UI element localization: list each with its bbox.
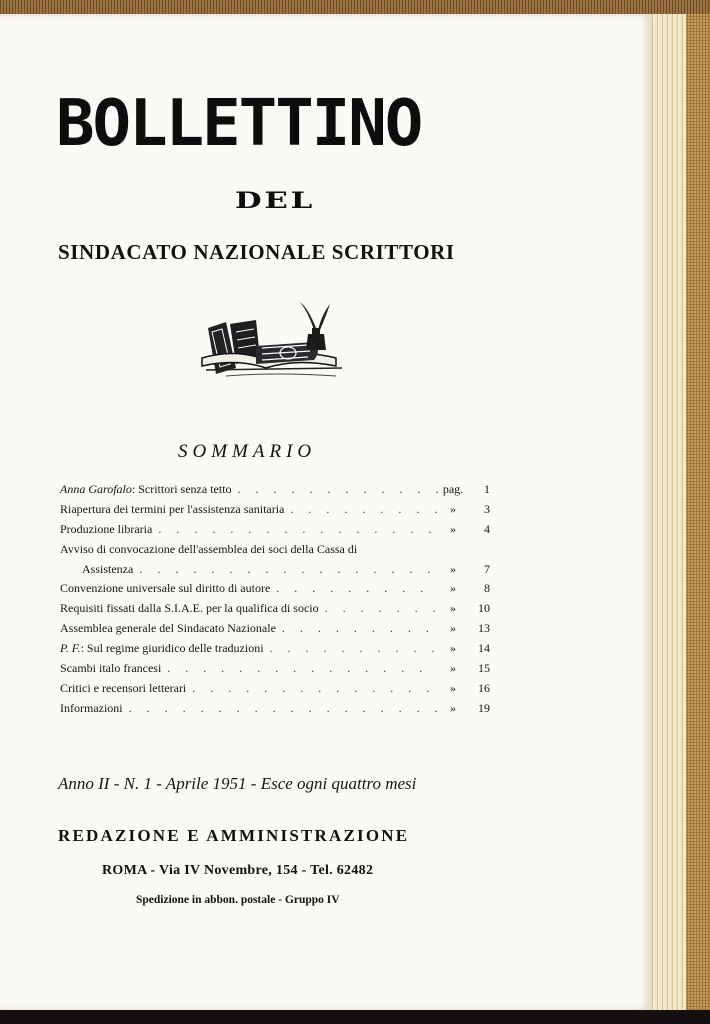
toc-entry-title: Critici e recensori letterari bbox=[60, 680, 187, 695]
toc-page-number: 15 bbox=[478, 661, 490, 676]
toc-leader-dots bbox=[264, 641, 438, 656]
toc-entry-text bbox=[60, 701, 123, 716]
title-page bbox=[0, 14, 652, 1010]
toc-entry-text bbox=[60, 482, 232, 497]
toc-entry-title: Riapertura dei termini per l'assistenza sanitaria bbox=[60, 501, 285, 516]
toc-leader-dots bbox=[133, 562, 438, 577]
toc-page-marker: » bbox=[450, 700, 456, 715]
toc-page-number: 4 bbox=[484, 521, 490, 536]
toc-page-marker: » bbox=[450, 521, 456, 536]
books-inkwell-quill-icon bbox=[196, 298, 346, 384]
toc-page-marker: » bbox=[450, 641, 456, 656]
toc-leader-dots bbox=[232, 482, 438, 497]
table-of-contents bbox=[60, 482, 490, 721]
toc-page-number: 1 bbox=[484, 482, 490, 496]
postal-note: Spedizione in abbon. postale - Gruppo IV bbox=[136, 894, 340, 906]
cover-bottom-edge bbox=[0, 1010, 710, 1024]
toc-page-marker: » bbox=[450, 581, 456, 596]
toc-entry bbox=[60, 502, 490, 522]
toc-page-number: 3 bbox=[484, 501, 490, 516]
toc-page-number: 16 bbox=[478, 680, 490, 695]
toc-leader-dots bbox=[284, 502, 438, 517]
toc-leader-dots bbox=[152, 522, 438, 537]
cover-top-edge bbox=[0, 0, 710, 14]
toc-entry-title: : Scrittori senza tetto bbox=[131, 482, 232, 496]
toc-entry bbox=[60, 482, 490, 502]
toc-leader-dots bbox=[276, 621, 438, 636]
toc-page-marker: » bbox=[450, 561, 456, 576]
toc-leader-dots bbox=[161, 661, 438, 676]
toc-leader-dots bbox=[270, 581, 438, 596]
publication-title: BOLLETTINO bbox=[56, 87, 422, 161]
toc-entry-title: Convenzione universale sul diritto di autore bbox=[60, 581, 271, 596]
toc-page-number: 19 bbox=[478, 700, 490, 715]
office-address: ROMA - Via IV Novembre, 154 - Tel. 62482 bbox=[102, 863, 374, 878]
toc-entry-title: Produzione libraria bbox=[60, 521, 153, 536]
toc-entry-author: Anna Garofalo bbox=[60, 482, 132, 496]
toc-entry bbox=[60, 701, 490, 721]
toc-leader-dots bbox=[186, 681, 438, 696]
toc-entry-text bbox=[60, 581, 270, 596]
toc-page-number: 7 bbox=[484, 561, 490, 576]
toc-entry-text bbox=[60, 562, 133, 577]
toc-leader-dots bbox=[319, 601, 438, 616]
toc-entry-text bbox=[60, 601, 319, 616]
publisher-name: SINDACATO NAZIONALE SCRITTORI bbox=[58, 240, 455, 264]
issue-line: Anno II - N. 1 - Aprile 1951 - Esce ogni quattro mesi bbox=[58, 774, 417, 793]
toc-entry-text bbox=[60, 641, 264, 656]
toc-page-number: 14 bbox=[478, 641, 490, 656]
toc-page-marker: pag. bbox=[442, 482, 464, 496]
toc-page-number: 13 bbox=[478, 621, 490, 636]
toc-entry-text bbox=[60, 621, 276, 636]
toc-entry-title: Assistenza bbox=[82, 561, 134, 576]
toc-entry bbox=[60, 542, 490, 562]
toc-entry-text bbox=[60, 681, 186, 696]
toc-entry-title: Informazioni bbox=[60, 700, 123, 715]
toc-page-marker: » bbox=[450, 621, 456, 636]
title-connector: DEL bbox=[234, 188, 316, 214]
toc-entry-title: : Sul regime giuridico delle traduzioni bbox=[80, 641, 264, 656]
toc-page-number: 10 bbox=[478, 601, 490, 616]
toc-entry-text bbox=[60, 542, 357, 557]
office-heading: REDAZIONE E AMMINISTRAZIONE bbox=[58, 826, 410, 845]
toc-entry-text bbox=[60, 661, 161, 676]
toc-page-marker: » bbox=[450, 501, 456, 516]
toc-entry-title: Scambi italo francesi bbox=[60, 661, 162, 676]
toc-entry bbox=[60, 681, 490, 701]
toc-leader-dots bbox=[123, 701, 438, 716]
toc-page-marker: » bbox=[450, 680, 456, 695]
toc-entry-title: Requisiti fissati dalla S.I.A.E. per la qualifica di socio bbox=[60, 601, 319, 616]
toc-page-number: 8 bbox=[484, 581, 490, 596]
toc-entry bbox=[60, 522, 490, 542]
toc-entry bbox=[60, 581, 490, 601]
toc-entry-title: Assemblea generale del Sindacato Nazionale bbox=[60, 621, 276, 636]
toc-entry bbox=[60, 641, 490, 661]
toc-entry bbox=[60, 562, 490, 582]
toc-page-marker: » bbox=[450, 661, 456, 676]
contents-heading: SOMMARIO bbox=[178, 441, 317, 462]
toc-entry-text bbox=[60, 502, 284, 517]
toc-entry bbox=[60, 621, 490, 641]
toc-entry-author: P. F. bbox=[60, 641, 81, 656]
toc-page-marker: » bbox=[450, 601, 456, 616]
toc-entry-text bbox=[60, 522, 152, 537]
toc-entry bbox=[60, 661, 490, 681]
toc-entry bbox=[60, 601, 490, 621]
toc-entry-title: Avviso di convocazione dell'assemblea dei soci della Cassa di bbox=[60, 541, 358, 556]
